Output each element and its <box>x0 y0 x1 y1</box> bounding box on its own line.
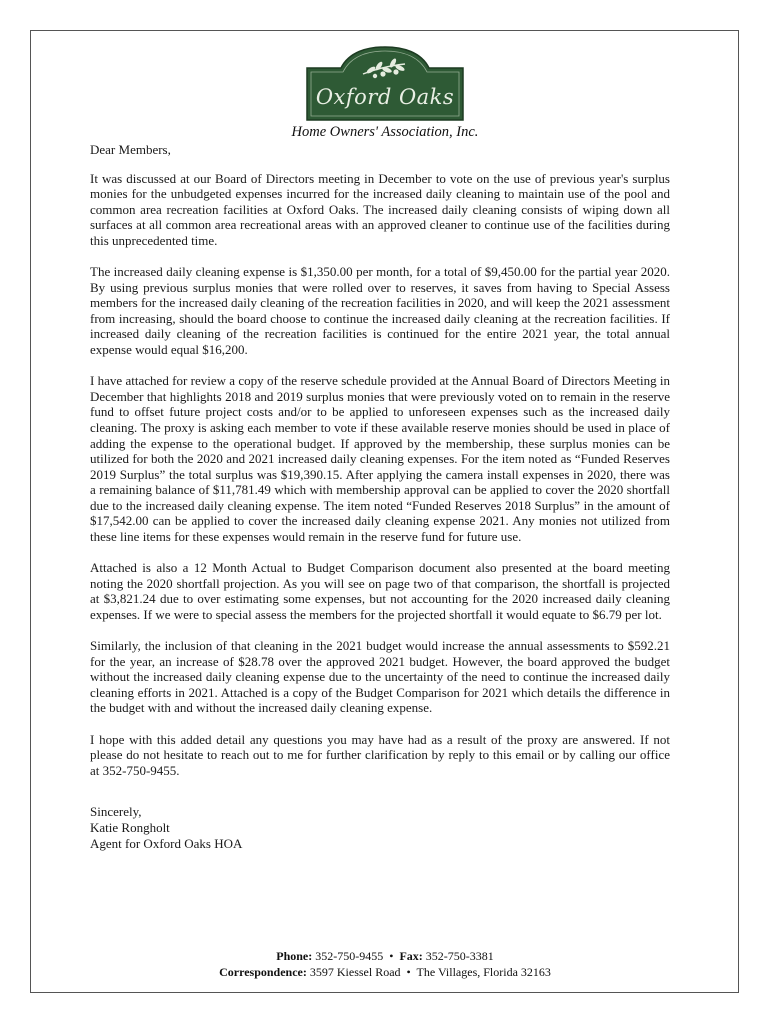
address-city: The Villages, Florida 32163 <box>416 965 551 979</box>
letter-body <box>90 142 670 852</box>
paragraph-1: It was discussed at our Board of Directors meeting in December to vote on the use of previous year's surplus monies for the unbudgeted expenses incurred for the increased daily cleaning to maintain use of the pool and common area recreation facilities at Oxford Oaks. The increased daily cleaning consists of wiping down all surfaces at all common area recreational areas with an approved cleaner to continue use of the facilities during this unprecedented time. <box>90 170 670 248</box>
logo-badge-icon <box>305 46 465 122</box>
paragraph-6: I hope with this added detail any questions you may have had as a result of the proxy are answered. If not please do not hesitate to reach out to me for further clarification by reply to this email or by calling our office at 352-750-9455. <box>90 731 670 778</box>
association-name: Home Owners' Association, Inc. <box>291 124 479 140</box>
logo-text: Oxford Oaks <box>315 85 455 109</box>
address-street: 3597 Kiessel Road <box>309 965 401 979</box>
fax-label: Fax: <box>399 949 423 963</box>
footer-address-line <box>0 964 770 980</box>
closing-line: Sincerely, <box>90 804 142 820</box>
phone-number: 352-750-9455 <box>315 949 384 963</box>
signature-block <box>90 804 670 852</box>
oxford-oaks-logo <box>305 46 465 122</box>
salutation: Dear Members, <box>90 142 171 157</box>
paragraph-4: Attached is also a 12 Month Actual to Budget Comparison document also presented at the board meeting noting the 2020 shortfall projection. As you will see on page two of that comparison, the shortfall is projected at $3,821.24 due to over estimating some expenses, but not accounting for the 2020 increased daily cleaning expenses. If we were to special assess the members for the projected shortfall it would equate to $6.79 per lot. <box>90 560 670 622</box>
fax-number: 352-750-3381 <box>425 949 494 963</box>
signer-name: Katie Rongholt <box>90 820 170 836</box>
signer-title: Agent for Oxford Oaks HOA <box>90 836 243 852</box>
correspondence-label: Correspondence: <box>219 965 307 979</box>
bullet-separator: • <box>389 949 394 963</box>
paragraph-2: The increased daily cleaning expense is $1,350.00 per month, for a total of $9,450.00 for the partial year 2020. By using previous surplus monies that were rolled over to reserves, it saves from having to Special Assess members for the increased daily cleaning of the recreation facilities in 2020, and will keep the 2021 assessment from increasing, should the board choose to continue the increased daily cleaning at the recreation facilities. If increased daily cleaning of the recreation facilities is continued for the entire 2021 year, the total annual expense would equal $16,200. <box>90 264 670 358</box>
bullet-separator: • <box>406 965 411 979</box>
letter-footer <box>0 948 770 980</box>
paragraph-5: Similarly, the inclusion of that cleaning in the 2021 budget would increase the annual assessments to $592.21 for the year, an increase of $28.78 over the approved 2021 budget. However, the board approved the budget without the increased daily cleaning expense due to the uncertainty of the need to continue the increased daily cleaning efforts in 2021. Attached is a copy of the Budget Comparison for 2021 which details the difference in the budget with and without the increased daily cleaning expense. <box>90 638 670 716</box>
paragraph-3: I have attached for review a copy of the reserve schedule provided at the Annual Board of Directors Meeting in December that highlights 2018 and 2019 surplus monies that were previously voted on to remain in the reserve fund to offset future project costs and/or to be applied to unforeseen expenses such as the increased daily cleaning. The proxy is asking each member to vote if these available reserve monies should be used in place of adding the expense to the operational budget. If approved by the membership, these surplus monies can be utilized for both the 2020 and 2021 increased daily cleaning expenses. For the item noted as “Funded Reserves 2019 Surplus” the total surplus was $19,390.15. After applying the camera install expenses in 2020, there was a remaining balance of $11,781.49 which with membership approval can be applied to cover the 2020 shortfall due to the increased daily cleaning expense. The item noted “Funded Reserves 2018 Surplus” in the amount of $17,542.00 can be applied to cover the increased daily cleaning expense 2021. Any monies not utilized from these line items for these expenses would remain in the reserve fund for future use. <box>90 373 670 545</box>
footer-contact-line <box>0 948 770 964</box>
phone-label: Phone: <box>276 949 313 963</box>
